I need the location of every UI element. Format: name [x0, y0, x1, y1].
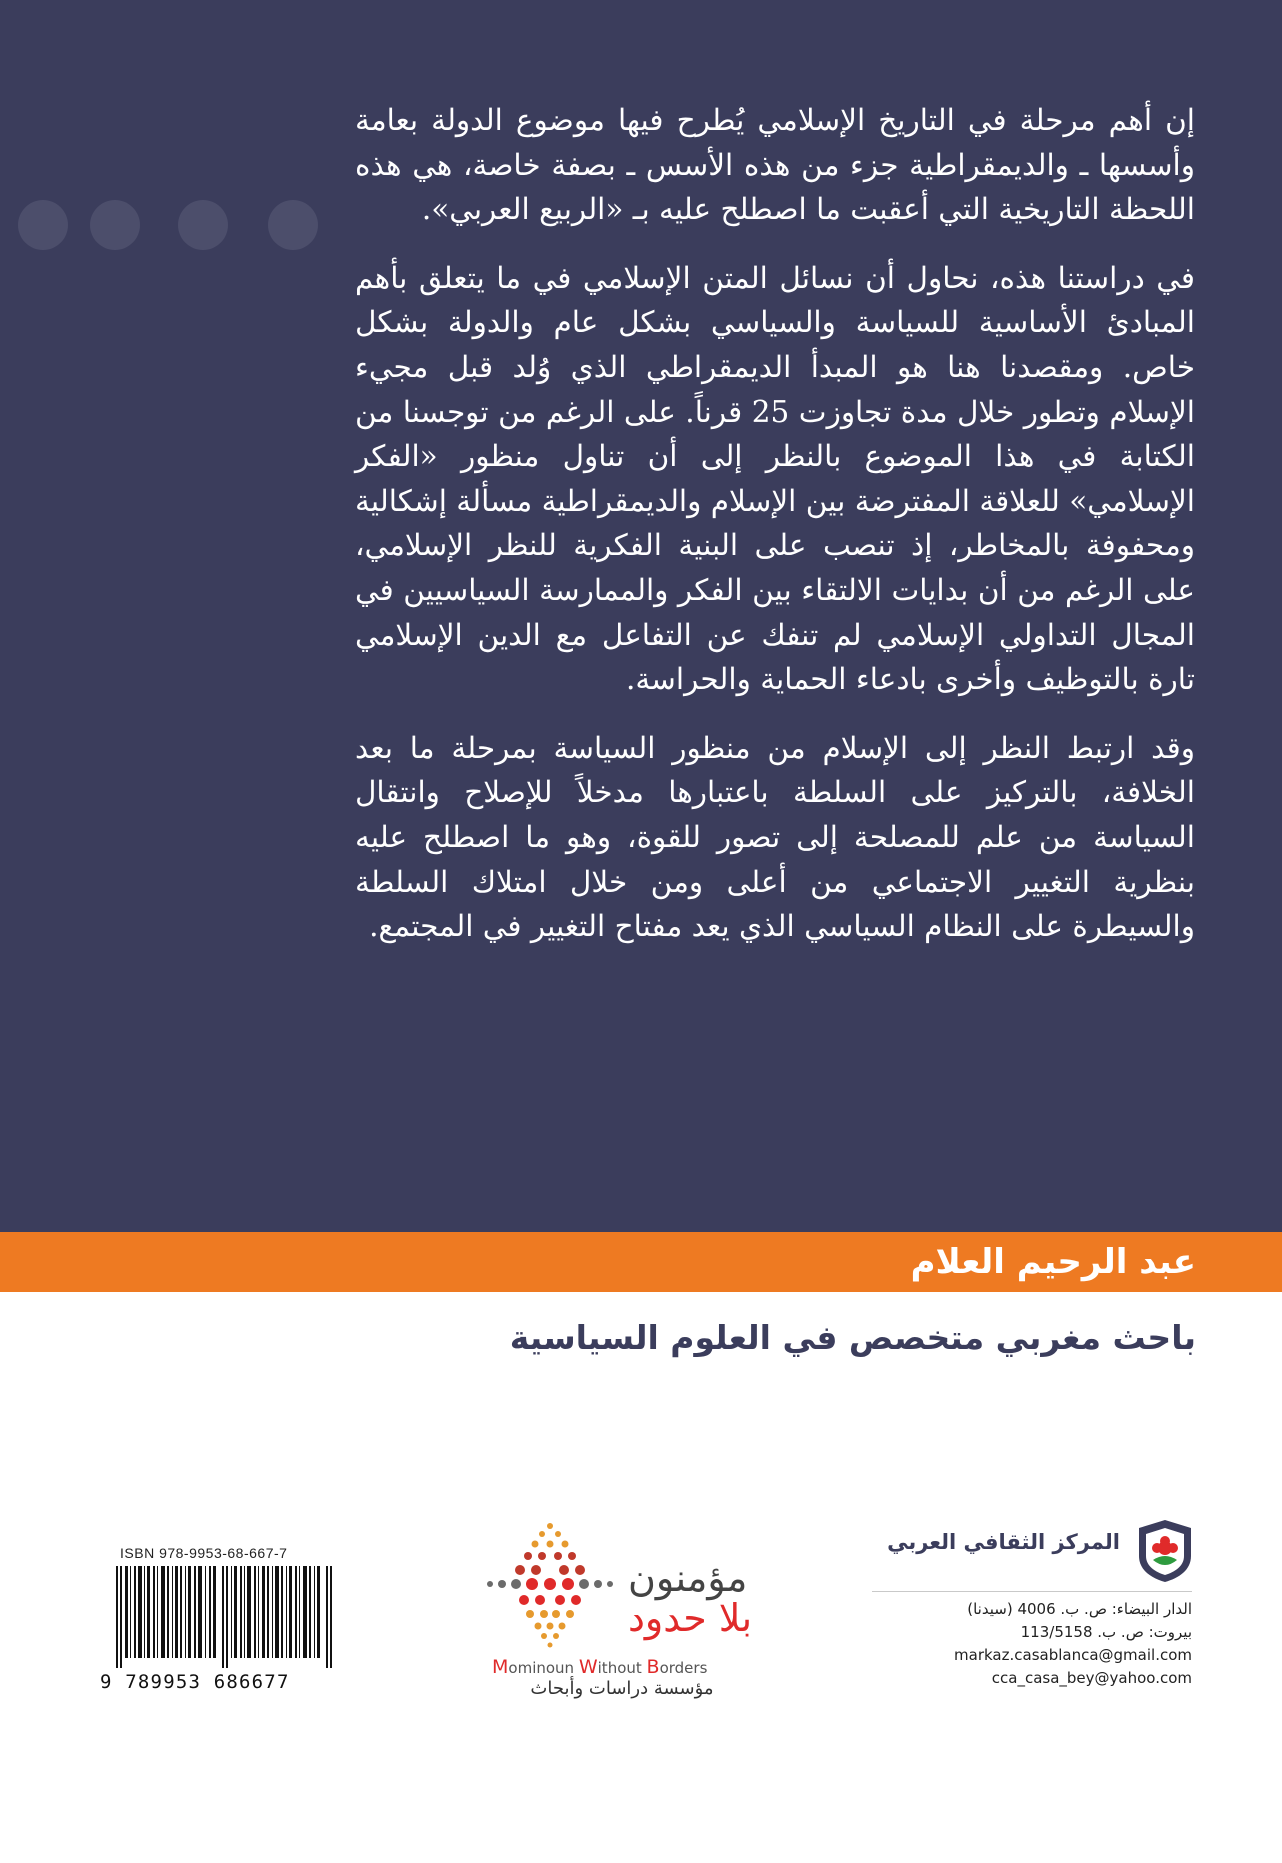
description-paragraph-3: وقد ارتبط النظر إلى الإسلام من منظور السياسة بمرحلة ما بعد الخلافة، بالتركيز على السلطة باعتبارها مدخلاً للإصلاح وانتقال السياسة من علم للمصلحة إلى تصور للقوة، وهو ما اصطلح عليه بنظرية التغيير الاجتماعي من أعلى ومن خلال امتلاك السلطة والسيطرة على النظام السياسي الذي يعد مفتاح التغيير في المجتمع.: [355, 730, 1195, 944]
email-casablanca[interactable]: markaz.casablanca@gmail.com: [954, 1646, 1192, 1664]
publisher-name: المركز الثقافي العربي: [887, 1530, 1120, 1554]
description-paragraph-1: إن أهم مرحلة في التاريخ الإسلامي يُطرح فيها موضوع الدولة بعامة وأسسها ـ والديمقراطية جزء من هذه الأسس ـ بصفة خاصة، هي هذه اللحظة التاريخية التي أعقبت ما اصطلح عليه بـ «الربيع العربي».: [355, 103, 1195, 227]
publisher-divider: [872, 1591, 1192, 1592]
description-paragraph-2: في دراستنا هذه، نحاول أن نسائل المتن الإسلامي في ما يتعلق بأهم المبادئ الأساسية للسياسة والسياسي بشكل عام والدولة بشكل خاص. ومقصدنا هنا هو المبدأ الديمقراطي الذي وُلد قبل مجيء الإسلام وتطور خلال مدة تجاوزت 25 قرناً. على الرغم من توجسنا من الكتابة في هذا الموضوع بالنظر إلى أن تناول منظور «الفكر الإسلامي» للعلاقة المفترضة بين الإسلام والديمقراطية مسألة إشكالية ومحفوفة بالمخاطر، إذ تنصب على البنية الفكرية للنظر الإسلامي، على الرغم من أن بدايات الالتقاء بين الفكر والممارسة السياسيين في المجال التداولي الإسلامي لم تنفك عن التفاعل مع الدين الإسلامي تارة بالتوظيف وأخرى بادعاء الحماية والحراسة.: [355, 260, 1196, 697]
author-description: باحث مغربي متخصص في العلوم السياسية: [509, 1318, 1196, 1357]
address-casablanca: الدار البيضاء: ص. ب. 4006 (سيدنا): [967, 1600, 1192, 1618]
dot-cluster-icon: [480, 1518, 620, 1668]
mominoun-logo: [480, 1518, 780, 1708]
decorative-dot: [178, 200, 228, 250]
decorative-dots: [0, 200, 330, 260]
email-beirut[interactable]: cca_casa_bey@yahoo.com: [991, 1669, 1192, 1687]
mominoun-english-name: Mominoun Without Borders: [492, 1656, 708, 1678]
decorative-dot: [18, 200, 68, 250]
author-name: عبد الرحيم العلام: [910, 1242, 1196, 1282]
barcode-icon: [116, 1566, 336, 1668]
barcode-number: 9 789953 686677: [100, 1671, 290, 1693]
flower-shield-icon: [1135, 1518, 1195, 1584]
address-beirut: بيروت: ص. ب. 113/5158: [1020, 1623, 1192, 1641]
decorative-dot: [90, 200, 140, 250]
mominoun-arabic-name: مؤمنون: [628, 1556, 748, 1600]
isbn-label: ISBN 978-9953-68-667-7: [120, 1545, 288, 1561]
description-text: [355, 98, 1195, 973]
mominoun-subtitle: مؤسسة دراسات وأبحاث: [530, 1678, 714, 1699]
decorative-dot: [268, 200, 318, 250]
mominoun-arabic-subname: بلا حدود: [628, 1596, 753, 1640]
publisher-contacts: [862, 1598, 1192, 1690]
